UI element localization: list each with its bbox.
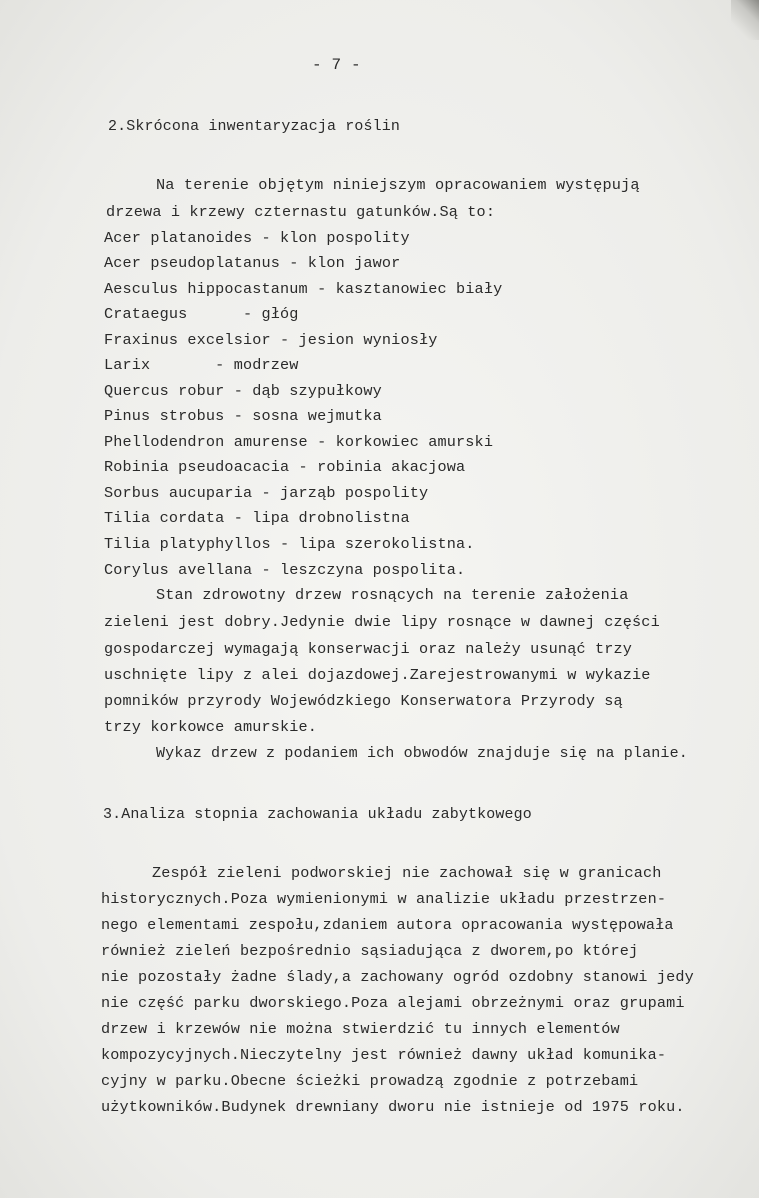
species-item: Robinia pseudoacacia - robinia akacjowa bbox=[104, 458, 466, 476]
body-line: nego elementami zespołu,zdaniem autora opracowania występowała bbox=[101, 916, 674, 934]
body-line: historycznych.Poza wymienionymi w analizie układu przestrzen- bbox=[101, 890, 667, 908]
species-item: Pinus strobus - sosna wejmutka bbox=[104, 407, 382, 425]
body-line: drzew i krzewów nie można stwierdzić tu innych elementów bbox=[101, 1020, 620, 1038]
body-line: nie część parku dworskiego.Poza alejami obrzeżnymi oraz grupami bbox=[101, 994, 685, 1012]
species-item: Fraxinus excelsior - jesion wyniosły bbox=[104, 331, 438, 349]
health-line: pomników przyrody Wojewódzkiego Konserwatora Przyrody są bbox=[104, 692, 623, 710]
species-item: Larix - modrzew bbox=[104, 356, 299, 374]
body-line: Zespół zieleni podworskiej nie zachował się w granicach bbox=[152, 864, 662, 882]
health-line: zieleni jest dobry.Jedynie dwie lipy rosnące w dawnej części bbox=[104, 613, 660, 631]
species-item: Tilia cordata - lipa drobnolistna bbox=[104, 509, 410, 527]
health-line: Stan zdrowotny drzew rosnących na terenie założenia bbox=[156, 586, 629, 604]
intro-line: drzewa i krzewy czternastu gatunków.Są to: bbox=[106, 203, 496, 221]
species-item: Quercus robur - dąb szypułkowy bbox=[104, 382, 382, 400]
species-item: Phellodendron amurense - korkowiec amurski bbox=[104, 433, 494, 451]
page-number: - 7 - bbox=[312, 56, 361, 74]
section-3-heading: 3.Analiza stopnia zachowania układu zabytkowego bbox=[103, 805, 532, 823]
section-2-heading: 2.Skrócona inwentaryzacja roślin bbox=[108, 117, 401, 135]
species-item: Crataegus - głóg bbox=[104, 305, 299, 323]
species-item: Tilia platyphyllos - lipa szerokolistna. bbox=[104, 535, 475, 553]
plan-note: Wykaz drzew z podaniem ich obwodów znajduje się na planie. bbox=[156, 744, 688, 762]
intro-line: Na terenie objętym niniejszym opracowaniem występują bbox=[156, 176, 640, 194]
species-item: Sorbus aucuparia - jarząb pospolity bbox=[104, 484, 429, 502]
body-line: nie pozostały żadne ślady,a zachowany ogród ozdobny stanowi jedy bbox=[101, 968, 694, 986]
health-line: trzy korkowce amurskie. bbox=[104, 718, 318, 736]
health-line: gospodarczej wymagają konserwacji oraz należy usunąć trzy bbox=[104, 640, 633, 658]
health-line: uschnięte lipy z alei dojazdowej.Zarejestrowanymi w wykazie bbox=[104, 666, 651, 684]
body-line: cyjny w parku.Obecne ścieżki prowadzą zgodnie z potrzebami bbox=[101, 1072, 639, 1090]
species-item: Acer pseudoplatanus - klon jawor bbox=[104, 254, 401, 272]
body-line: również zieleń bezpośrednio sąsiadująca z dworem,po której bbox=[101, 942, 639, 960]
species-item: Corylus avellana - leszczyna pospolita. bbox=[104, 561, 466, 579]
scan-corner-shadow bbox=[731, 0, 759, 40]
body-line: użytkowników.Budynek drewniany dworu nie istnieje od 1975 roku. bbox=[101, 1098, 685, 1116]
body-line: kompozycyjnych.Nieczytelny jest również dawny układ komunika- bbox=[101, 1046, 667, 1064]
species-item: Acer platanoides - klon pospolity bbox=[104, 229, 410, 247]
species-item: Aesculus hippocastanum - kasztanowiec biały bbox=[104, 280, 503, 298]
